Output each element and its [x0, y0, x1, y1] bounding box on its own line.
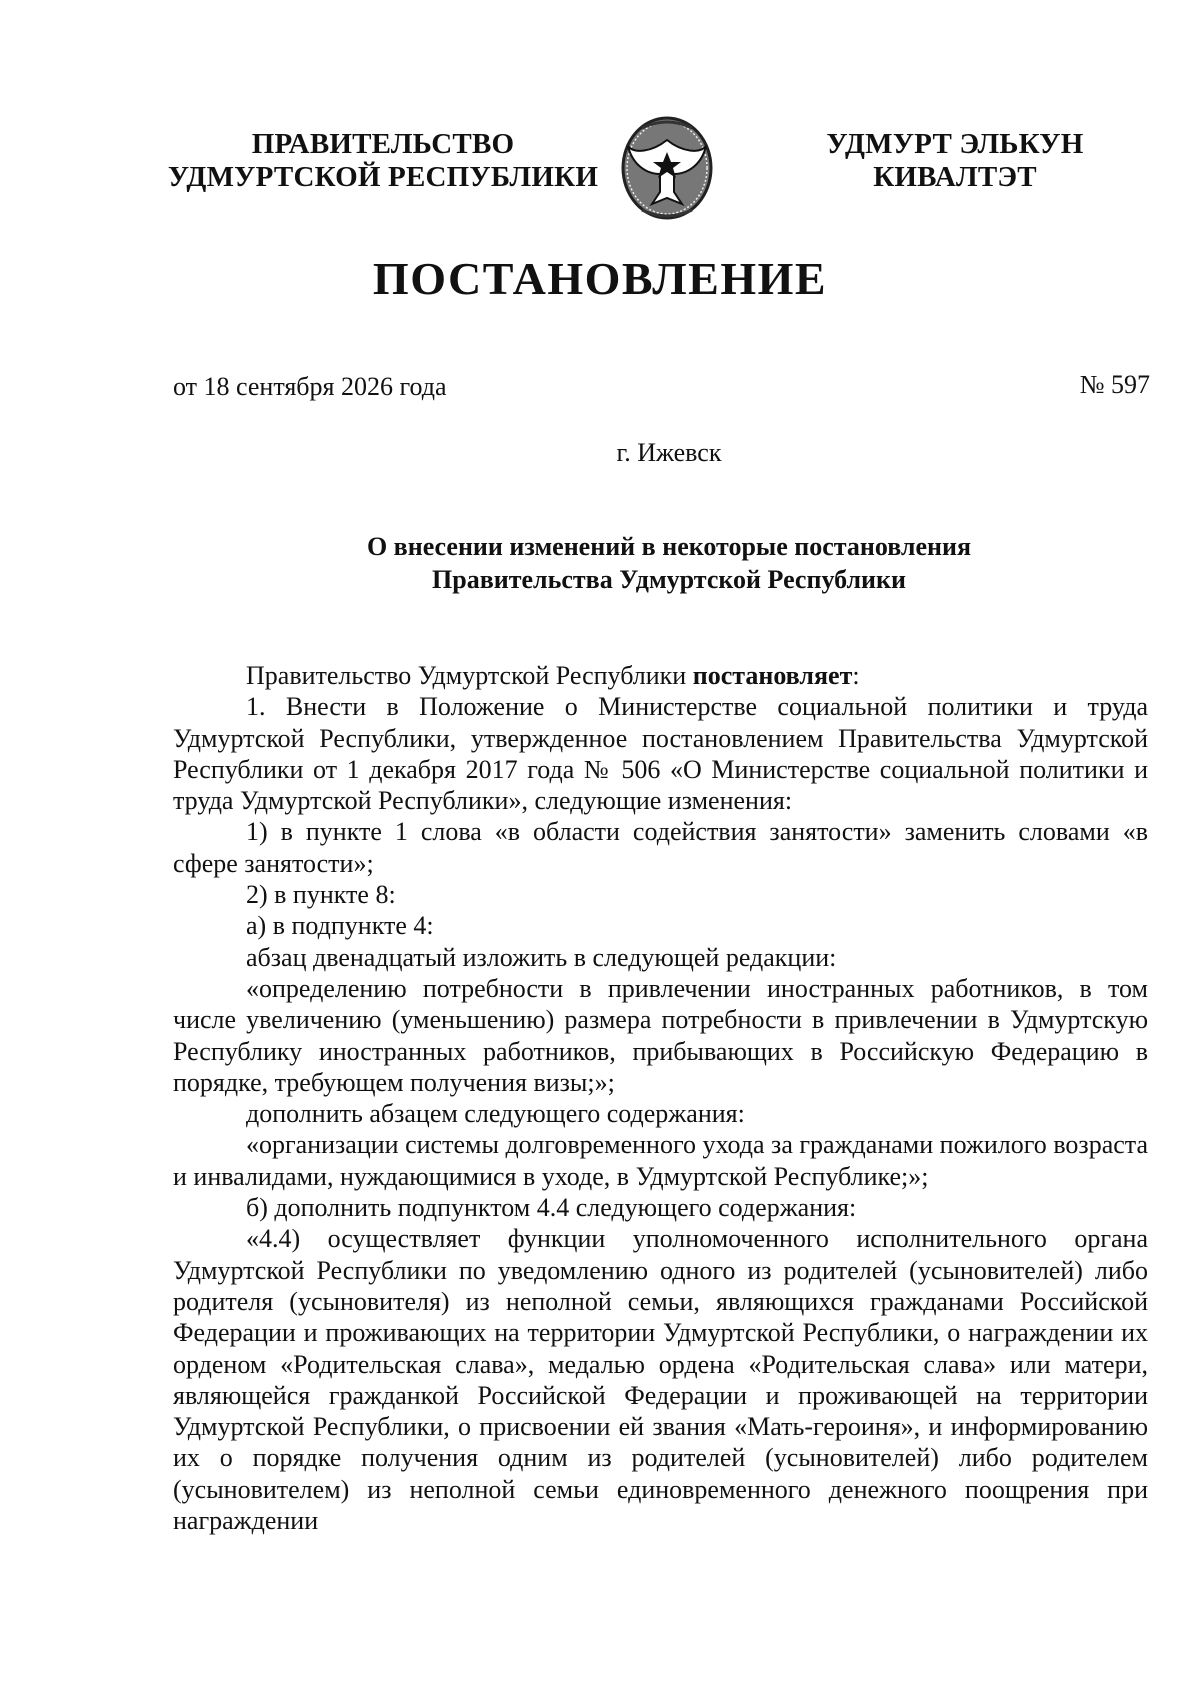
- intro-verb: постановляет: [692, 661, 853, 690]
- org-name-russian: [163, 128, 603, 194]
- document-title: [0, 530, 1200, 596]
- document-number: № 597: [1079, 370, 1150, 399]
- body-paragraph: б) дополнить подпунктом 4.4 следующего содержания:: [246, 1193, 857, 1223]
- org-name-line: УДМУРТСКОЙ РЕСПУБЛИКИ: [167, 161, 599, 193]
- document-city: г. Ижевск: [616, 438, 722, 467]
- org-name-line: ПРАВИТЕЛЬСТВО: [251, 128, 515, 160]
- intro-colon: :: [852, 661, 860, 690]
- body-paragraph: абзац двенадцатый изложить в следующей редакции:: [246, 942, 837, 972]
- body-paragraph: 1) в пункте 1 слова «в области содействия занятости» заменить словами «в сфере занятости»;: [173, 817, 1148, 878]
- body-paragraph: «организации системы долговременного ухода за гражданами пожилого возраста и инвалидами, нуждающимися в уходе, в Удмуртской Республике;»;: [173, 1130, 1148, 1191]
- body-paragraph: а) в подпункте 4:: [246, 911, 434, 941]
- org-name-line: КИВАЛТЭТ: [873, 161, 1037, 193]
- document-date: от 18 сентября 2026 года: [173, 372, 447, 401]
- body-paragraph: 2) в пункте 8:: [246, 880, 396, 910]
- body-paragraph: дополнить абзацем следующего содержания:: [246, 1099, 745, 1129]
- body-paragraph: «определению потребности в привлечении иностранных работников, в том числе увеличению (уменьшению) размера потребности в привлечении в Удмуртскую Республику иностранных работников, прибывающих в Российскую Федерацию в порядке, требующем получения визы;»;: [173, 973, 1148, 1097]
- title-line: О внесении изменений в некоторые постановления: [366, 532, 972, 561]
- org-name-udmurt: [810, 128, 1100, 194]
- coat-of-arms-udmurtia-icon: [612, 112, 722, 224]
- title-line: Правительства Удмуртской Республики: [432, 565, 906, 594]
- document-type-heading: ПОСТАНОВЛЕНИЕ: [372, 253, 828, 304]
- body-paragraph: 1. Внести в Положение о Министерстве социальной политики и труда Удмуртской Республики, утвержденное постановлением Правительства Удмуртской Республики от 1 декабря 2017 года № 506 «О Министерстве социальной политики и труда Удмуртской Республики», следующие изменения:: [173, 692, 1148, 816]
- intro-paragraph: [173, 660, 1148, 691]
- body-paragraph: «4.4) осуществляет функции уполномоченного исполнительного органа Удмуртской Республики по уведомлению одного из родителей (усыновителей) либо родителя (усыновителя) из неполной семьи, являющихся гражданами Российской Федерации и проживающих на территории Удмуртской Республики, о награждении их орденом «Родительская слава», медалью ордена «Родительская слава» или матери, являющейся гражданкой Российской Федерации и проживающей на территории Удмуртской Республики, о присвоении ей звания «Мать-героиня», и информированию их о порядке получения одним из родителей (усыновителей) либо родителем (усыновителем) из неполной семьи единовременного денежного поощрения при награждении: [173, 1224, 1148, 1536]
- intro-text: Правительство Удмуртской Республики: [246, 661, 693, 690]
- document-body: [173, 660, 1148, 1536]
- org-name-line: УДМУРТ ЭЛЬКУН: [826, 128, 1084, 160]
